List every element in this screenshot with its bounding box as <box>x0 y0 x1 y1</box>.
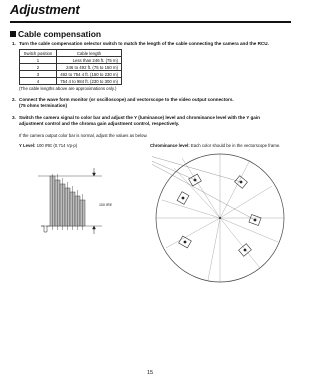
step-2-line2: (75 ohms termination) <box>19 103 67 109</box>
step-3 <box>12 115 288 127</box>
vectorscope-diagram <box>152 150 288 286</box>
table-cell-length: Less than 246 ft. (75 m) <box>57 57 122 64</box>
y-level-caption <box>19 143 77 148</box>
table-row <box>20 71 122 78</box>
section-heading <box>10 29 101 39</box>
table-cell-position: 2 <box>20 64 57 71</box>
chrominance-label: Chrominance level: <box>150 143 190 148</box>
table-cell-length: 246 to 492 ft. (75 to 150 m) <box>57 64 122 71</box>
table-cell-position: 4 <box>20 78 57 85</box>
page-title: Adjustment <box>10 2 80 17</box>
table-row <box>20 78 122 85</box>
table-cell-length: 492 to 754 4 ft. (150 to 230 m) <box>57 71 122 78</box>
step-3-number: 3. <box>12 115 16 120</box>
step-1-number: 1. <box>12 41 16 46</box>
table-cell-position: 3 <box>20 71 57 78</box>
chrominance-value: Each color should be in the vectorscope frame. <box>190 143 281 148</box>
table-cell-position: 1 <box>20 57 57 64</box>
vectorscope-leader-lines <box>152 150 255 220</box>
chrominance-caption <box>150 143 280 148</box>
table-cell-length: 754 4 to 984 ft. (230 to 300 m) <box>57 78 122 85</box>
section-heading-text: Cable compensation <box>18 29 102 39</box>
step-1 <box>12 41 288 47</box>
waveform-sync <box>41 226 50 232</box>
approximation-note: (The cable lengths above are approximations only.) <box>19 86 117 91</box>
table-header-cable-length: Cable length <box>57 50 122 57</box>
adjust-note: If the camera output color bar is normal, adjust the values as below. <box>19 133 148 138</box>
step-2-line1: Connect the wave form monitor (or oscilloscope) and vectorscope to the video output connectors. <box>19 97 234 102</box>
step-2 <box>12 97 288 109</box>
title-rule <box>10 21 291 23</box>
vectorscope-target-boxes <box>177 174 261 256</box>
table-header-switch-position: Switch position <box>20 50 57 57</box>
table-row <box>20 64 122 71</box>
step-3-line1: Switch the camera signal to color bar and adjust the Y (luminance) level and chrominance level with the Y gain <box>19 115 260 120</box>
waveform-marker-arrows <box>93 168 96 234</box>
page-number: 15 <box>146 370 154 376</box>
square-bullet-icon <box>10 31 16 37</box>
cable-length-table <box>19 49 122 85</box>
y-level-label: Y Level: <box>19 143 36 148</box>
step-1-text: Turn the cable compensation selector switch to match the length of the cable connecting the camera and the RCU. <box>19 41 269 46</box>
waveform-100ire-label: 100 IRE <box>99 203 112 207</box>
vectorscope-points <box>182 179 257 252</box>
step-3-line2: adjustment control and the chroma gain adjustment control, respectively. <box>19 121 180 127</box>
table-header-row <box>20 50 122 57</box>
waveform-diagram <box>38 168 108 238</box>
y-level-value: 100 IRE (0.714 Vp-p) <box>36 143 78 148</box>
table-row <box>20 57 122 64</box>
step-2-number: 2. <box>12 97 16 102</box>
